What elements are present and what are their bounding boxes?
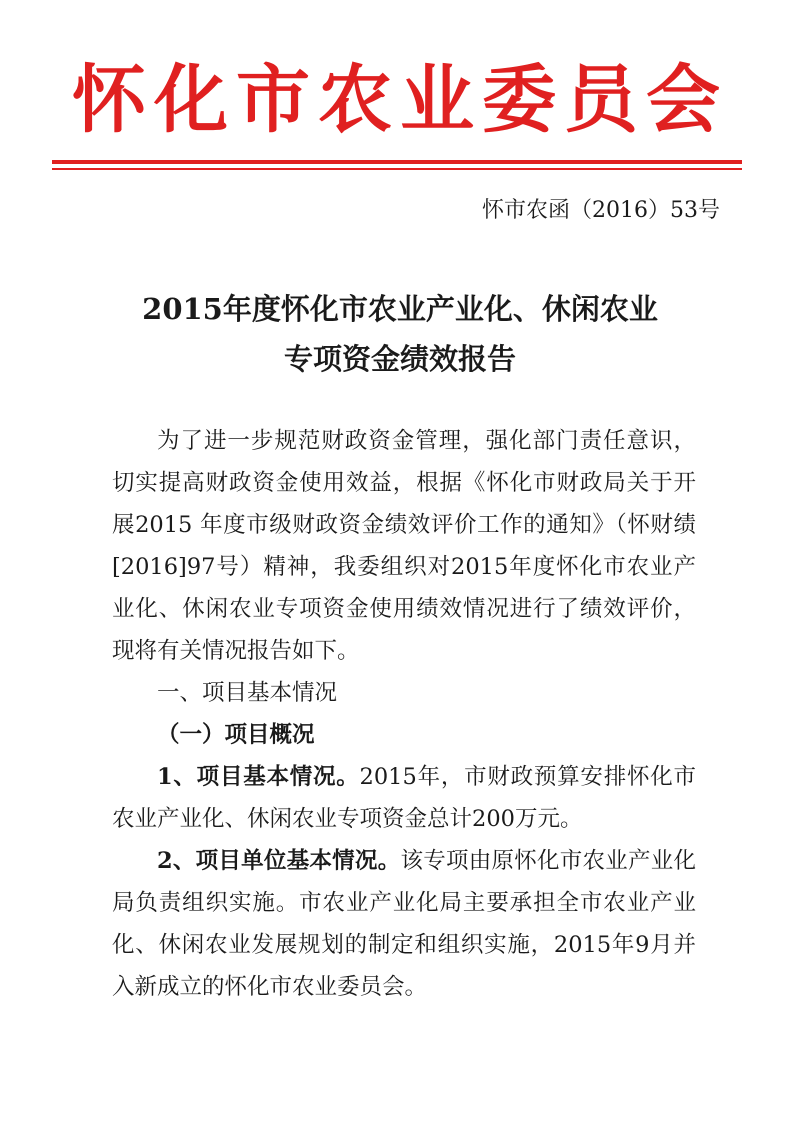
document-body: [112, 420, 696, 1008]
document-number: 怀市农函（2016）53号: [482, 198, 720, 223]
section-1-heading: 一、项目基本情况: [157, 680, 338, 706]
subsection-1-heading: （一）项目概况: [157, 722, 315, 748]
letterhead-rule-thin: [52, 168, 742, 170]
item-1-text: 2015年，市财政预算安排怀化市农业产业化、休闲农业专项资金总计200万元。: [112, 764, 696, 832]
item-2-paragraph: [112, 840, 696, 1008]
item-1-lead: 1、项目基本情况。: [157, 764, 360, 790]
intro-paragraph: 为了进一步规范财政资金管理，强化部门责任意识，切实提高财政资金使用效益，根据《怀化市财政局关于开展2015 年度市级财政资金绩效评价工作的通知》（怀财绩[2016]97号）精神，我委组织对2015年度怀化市农业产业化、休闲农业专项资金使用绩效情况进行了绩效评价，现将有关情况报告如下。: [112, 428, 696, 664]
item-2-text: 该专项由原怀化市农业产业化局负责组织实施。市农业产业化局主要承担全市农业产业化、休闲农业发展规划的制定和组织实施，2015年9月并入新成立的怀化市农业委员会。: [112, 848, 696, 1000]
title-line-2: 专项资金绩效报告: [283, 342, 516, 376]
document-title: [0, 284, 800, 384]
item-2-lead: 2、项目单位基本情况。: [157, 848, 401, 874]
letterhead-rule-thick: [52, 160, 742, 164]
letterhead-org-name: 怀化市农业委员会: [72, 57, 728, 143]
title-line-1: 2015年度怀化市农业产业化、休闲农业: [142, 292, 658, 326]
item-1-paragraph: [112, 756, 696, 840]
